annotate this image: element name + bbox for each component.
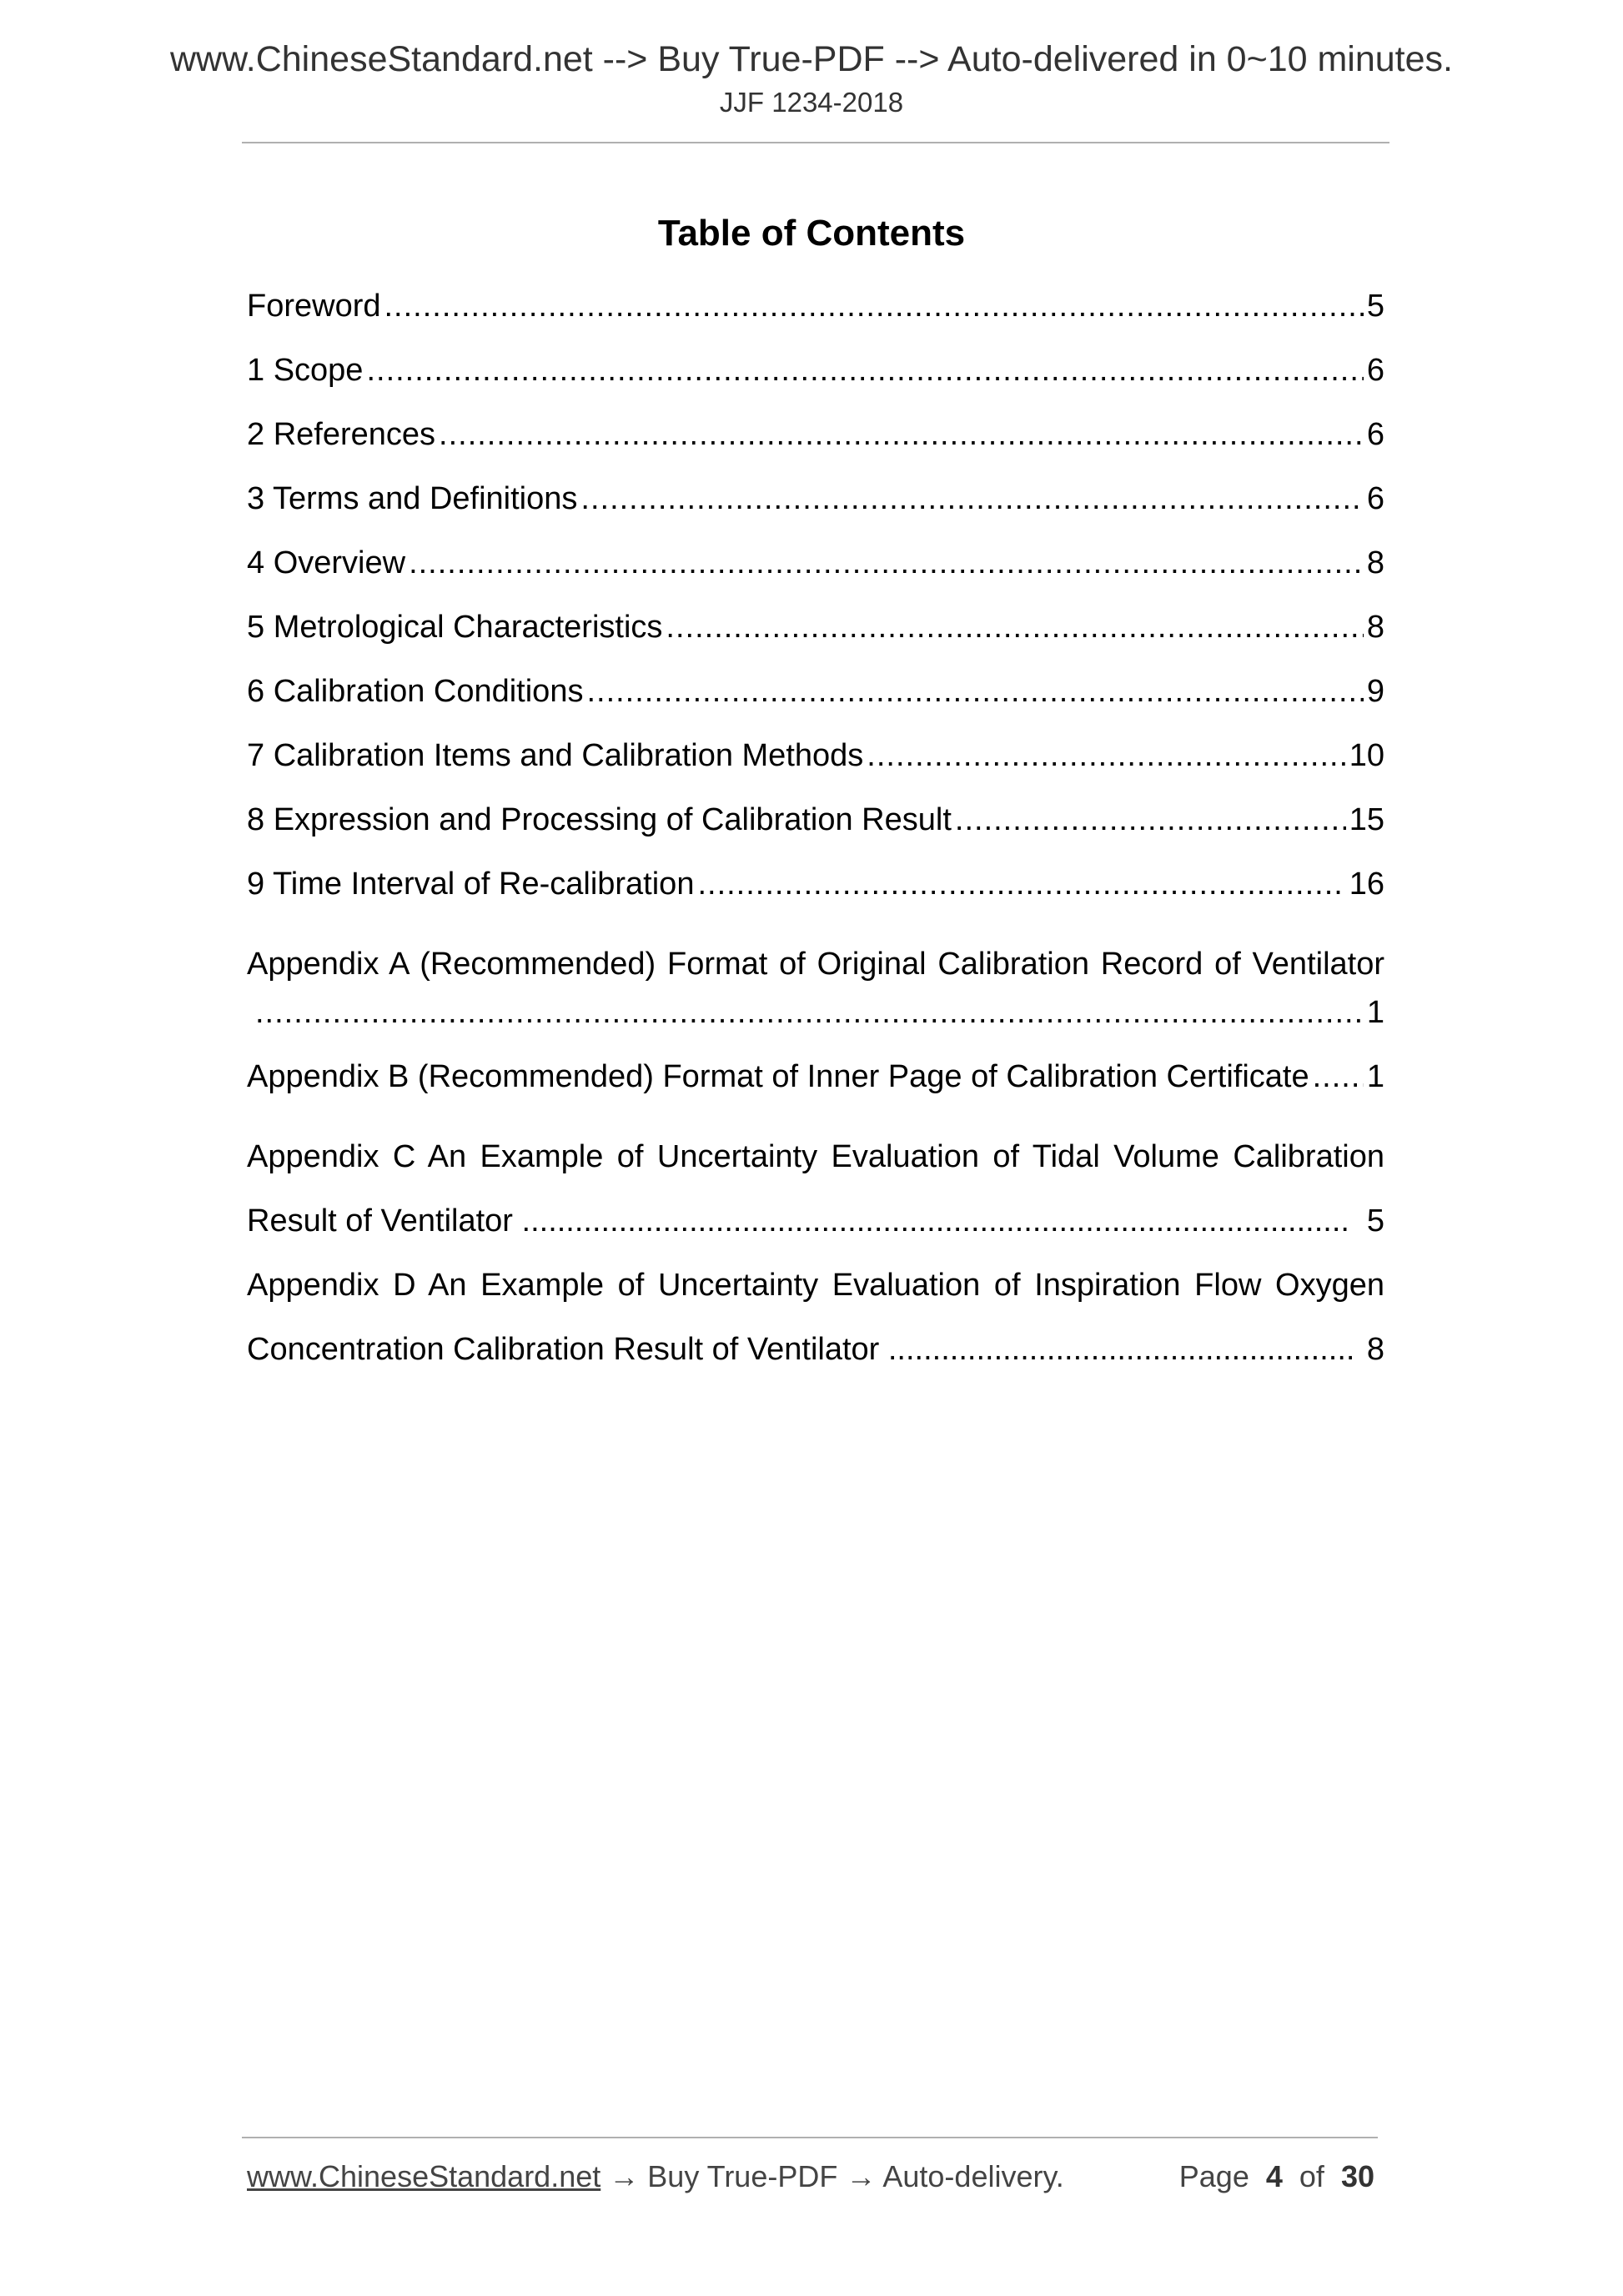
dot-leader xyxy=(255,997,1364,1028)
toc-entry-recalibration-interval[interactable] xyxy=(247,868,1384,932)
dot-leader xyxy=(409,547,1364,579)
toc-entry-calibration-items-methods[interactable] xyxy=(247,740,1384,804)
page-footer xyxy=(247,2159,1384,2198)
header-banner: www.ChineseStandard.net --> Buy True-PDF --> Auto-delivered in 0~10 minutes. xyxy=(169,39,1453,79)
dot-leader xyxy=(366,354,1363,386)
toc-entry-page: 5 xyxy=(1362,1189,1384,1254)
dot-leader: .............................................................................................. xyxy=(521,1203,1349,1238)
header-divider xyxy=(242,142,1389,143)
toc-entry-scope[interactable] xyxy=(247,354,1384,419)
toc-entry-page: 16 xyxy=(1349,868,1384,902)
toc-entry-title: 5 Metrological Characteristics xyxy=(247,611,663,645)
toc-entry-page: 1 xyxy=(1366,1061,1384,1094)
toc-entry-page: 15 xyxy=(1349,804,1384,837)
toc-entry-title: 4 Overview xyxy=(247,547,406,580)
toc-entry-title: Foreword xyxy=(247,290,381,324)
arrow-icon: → xyxy=(609,2159,640,2193)
dot-leader xyxy=(867,740,1345,771)
dot-leader xyxy=(697,868,1345,900)
toc-entry-title: Appendix A (Recommended) Format of Original Calibration Record of Ventilator xyxy=(247,947,1384,982)
toc-entry-title: 7 Calibration Items and Calibration Methods xyxy=(247,740,864,773)
toc-entry-appendix-a[interactable] xyxy=(247,932,1384,1061)
toc-entry-title: 1 Scope xyxy=(247,354,364,388)
document-number: JJF 1234-2018 xyxy=(719,87,904,118)
footer-divider xyxy=(242,2137,1378,2138)
toc-list xyxy=(247,290,1384,1382)
toc-entry-references[interactable] xyxy=(247,419,1384,483)
dot-leader xyxy=(955,804,1346,836)
toc-entry-page: 6 xyxy=(1366,483,1384,516)
dot-leader xyxy=(666,611,1363,643)
toc-entry-page: 6 xyxy=(1366,354,1384,388)
toc-entry-title: 9 Time Interval of Re-calibration xyxy=(247,868,695,902)
toc-entry-page: 8 xyxy=(1362,1318,1384,1382)
toc-entry-page: 1 xyxy=(1366,997,1384,1030)
toc-entry-page: 5 xyxy=(1366,290,1384,324)
toc-entry-page: 8 xyxy=(1366,547,1384,580)
toc-entry-appendix-b[interactable] xyxy=(247,1061,1384,1125)
footer-buy-link[interactable]: Buy True-PDF xyxy=(647,2159,838,2193)
toc-entry-title: 3 Terms and Definitions xyxy=(247,483,578,516)
dot-leader xyxy=(384,290,1364,322)
toc-entry-page: 10 xyxy=(1349,740,1384,773)
dot-leader xyxy=(580,483,1363,515)
toc-entry-appendix-d[interactable] xyxy=(247,1254,1384,1382)
toc-entry-title: Appendix B (Recommended) Format of Inner Page of Calibration Certificate xyxy=(247,1061,1309,1094)
toc-entry-title: Appendix C An Example of Uncertainty Evaluation of Tidal Volume Calibration Result of Ventilator .............................................................................................. 5 xyxy=(247,1125,1384,1254)
toc-entry-title: Appendix D An Example of Uncertainty Evaluation of Inspiration Flow Oxygen Concentration Calibration Result of Ventilator ..................................................... 8 xyxy=(247,1254,1384,1382)
toc-entry-page: 8 xyxy=(1366,611,1384,645)
total-pages: 30 xyxy=(1340,2159,1374,2193)
dot-leader: ..................................................... xyxy=(887,1332,1355,1367)
toc-entry-title: 8 Expression and Processing of Calibration Result xyxy=(247,804,952,837)
toc-entry-foreword[interactable] xyxy=(247,290,1384,354)
toc-entry-expression-processing[interactable] xyxy=(247,804,1384,868)
toc-entry-overview[interactable] xyxy=(247,547,1384,611)
footer-delivery-text: Auto-delivery. xyxy=(882,2159,1064,2193)
dot-leader xyxy=(586,676,1363,707)
toc-entry-page: 6 xyxy=(1366,419,1384,452)
footer-site-link[interactable]: www.ChineseStandard.net xyxy=(247,2159,601,2193)
toc-entry-calibration-conditions[interactable] xyxy=(247,676,1384,740)
arrow-icon: → xyxy=(846,2159,877,2193)
current-page: 4 xyxy=(1265,2159,1283,2193)
toc-title: Table of Contents xyxy=(657,213,966,254)
toc-entry-appendix-c[interactable] xyxy=(247,1125,1384,1254)
toc-entry-title: 2 References xyxy=(247,419,436,452)
dot-leader xyxy=(439,419,1364,450)
page-indicator: Page 4 of 30 xyxy=(1178,2159,1374,2193)
toc-entry-title: 6 Calibration Conditions xyxy=(247,676,584,709)
toc-entry-metrological-characteristics[interactable] xyxy=(247,611,1384,676)
toc-entry-page: 9 xyxy=(1366,676,1384,709)
toc-entry-terms-definitions[interactable] xyxy=(247,483,1384,547)
dot-leader xyxy=(1313,1061,1364,1093)
